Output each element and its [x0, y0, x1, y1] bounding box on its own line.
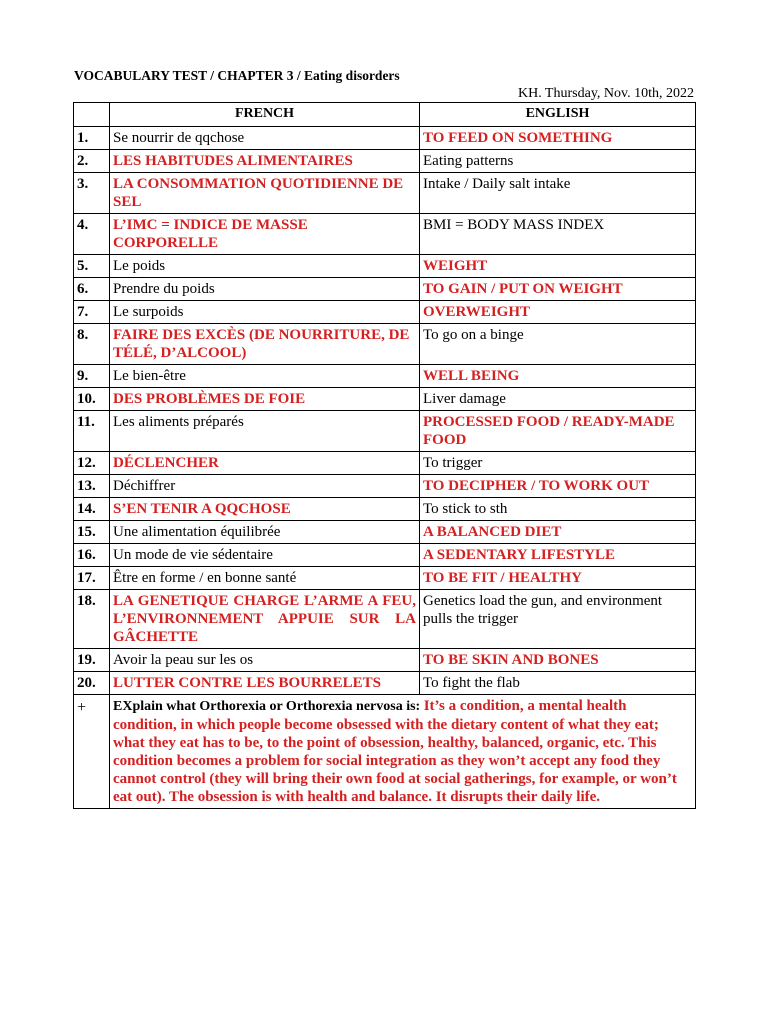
english-cell [420, 301, 696, 324]
english-text: To fight the flab [423, 675, 520, 691]
bonus-number: + [74, 695, 110, 809]
french-cell: Le surpoids [110, 301, 420, 324]
row-number: 11. [74, 411, 110, 452]
english-text: WEIGHT [423, 258, 488, 274]
english-cell [420, 150, 696, 173]
english-cell [420, 498, 696, 521]
english-cell [420, 365, 696, 388]
english-cell [420, 324, 696, 365]
table-row [74, 672, 696, 695]
english-cell [420, 567, 696, 590]
table-row [74, 567, 696, 590]
english-cell [420, 475, 696, 498]
french-cell: Déchiffrer [110, 475, 420, 498]
french-cell: Une alimentation équilibrée [110, 521, 420, 544]
english-text: To go on a binge [423, 327, 524, 343]
french-cell: Le bien-être [110, 365, 420, 388]
french-cell: LA GENETIQUE CHARGE L’ARME A FEU, L’ENVIRONNEMENT APPUIE SUR LA GÂCHETTE [110, 590, 420, 649]
row-number: 1. [74, 127, 110, 150]
table-row [74, 590, 696, 649]
french-cell: Être en forme / en bonne santé [110, 567, 420, 590]
row-number: 3. [74, 173, 110, 214]
row-number: 14. [74, 498, 110, 521]
english-cell [420, 278, 696, 301]
table-row [74, 173, 696, 214]
table-row [74, 475, 696, 498]
table-row [74, 544, 696, 567]
table-row [74, 498, 696, 521]
test-date: KH. Thursday, Nov. 10th, 2022 [517, 86, 694, 101]
table-row [74, 150, 696, 173]
english-text: Genetics load the gun, and environment pulls the trigger [423, 593, 663, 627]
row-number: 8. [74, 324, 110, 365]
row-number: 20. [74, 672, 110, 695]
english-text: A SEDENTARY LIFESTYLE [423, 547, 616, 563]
english-cell [420, 127, 696, 150]
english-text: To trigger [423, 455, 483, 471]
english-cell [420, 521, 696, 544]
english-cell [420, 173, 696, 214]
row-number: 19. [74, 649, 110, 672]
english-text: A BALANCED DIET [423, 524, 562, 540]
english-prefix: BMI = [423, 217, 468, 233]
english-text: To stick to sth [423, 501, 508, 517]
english-text: PROCESSED FOOD / READY-MADE FOOD [423, 414, 675, 448]
bonus-question: EXplain what Orthorexia or Orthorexia nervosa is: [113, 699, 424, 714]
bonus-row [74, 695, 696, 809]
french-cell: L’IMC = INDICE DE MASSE CORPORELLE [110, 214, 420, 255]
english-text: TO BE FIT / HEALTHY [423, 570, 582, 586]
french-cell: FAIRE DES EXCÈS (DE NOURRITURE, DE TÉLÉ, D’ALCOOL) [110, 324, 420, 365]
row-number: 2. [74, 150, 110, 173]
english-cell [420, 411, 696, 452]
english-text: TO GAIN / PUT ON WEIGHT [423, 281, 623, 297]
english-cell [420, 214, 696, 255]
english-text: Eating patterns [423, 153, 514, 169]
french-cell: DÉCLENCHER [110, 452, 420, 475]
english-text: TO DECIPHER / TO WORK OUT [423, 478, 650, 494]
english-text: BODY MASS INDEX [467, 217, 605, 233]
row-number: 17. [74, 567, 110, 590]
french-cell: Un mode de vie sédentaire [110, 544, 420, 567]
english-cell [420, 672, 696, 695]
row-number: 4. [74, 214, 110, 255]
english-cell [420, 544, 696, 567]
row-number: 12. [74, 452, 110, 475]
header-english: ENGLISH [420, 103, 696, 127]
french-cell: Se nourrir de qqchose [110, 127, 420, 150]
french-cell: Prendre du poids [110, 278, 420, 301]
table-row [74, 127, 696, 150]
row-number: 10. [74, 388, 110, 411]
table-row [74, 452, 696, 475]
english-text: TO FEED ON SOMETHING [423, 130, 613, 146]
french-cell: LUTTER CONTRE LES BOURRELETS [110, 672, 420, 695]
bonus-cell [110, 695, 696, 809]
french-cell: LES HABITUDES ALIMENTAIRES [110, 150, 420, 173]
row-number: 7. [74, 301, 110, 324]
english-cell [420, 452, 696, 475]
row-number: 5. [74, 255, 110, 278]
table-row [74, 411, 696, 452]
english-text: Liver damage [423, 391, 506, 407]
french-cell: Les aliments préparés [110, 411, 420, 452]
french-cell: LA CONSOMMATION QUOTIDIENNE DE SEL [110, 173, 420, 214]
english-cell [420, 388, 696, 411]
row-number: 16. [74, 544, 110, 567]
english-cell [420, 649, 696, 672]
row-number: 6. [74, 278, 110, 301]
bonus-answer: It’s a condition, a mental health condition, in which people become obsessed with the dietary content of what they eat; what they eat has to be, to the point of obsession, healthy, balanced, organic, etc. This condition becomes a problem for social integration as they won’t accept any food they cannot control (they will bring their own food at social gatherings, for example, or won’t eat out). The obsession is with health and balance. It disrupts their daily life. [113, 698, 677, 805]
table-row [74, 255, 696, 278]
table-header-row [74, 103, 696, 127]
english-cell [420, 590, 696, 649]
table-row [74, 365, 696, 388]
french-cell: Avoir la peau sur les os [110, 649, 420, 672]
header-number-cell [74, 103, 110, 127]
table-row [74, 521, 696, 544]
table-row [74, 214, 696, 255]
french-cell: S’EN TENIR A QQCHOSE [110, 498, 420, 521]
table-row [74, 649, 696, 672]
row-number: 18. [74, 590, 110, 649]
table-row [74, 278, 696, 301]
table-body [74, 127, 696, 809]
table-row [74, 324, 696, 365]
row-number: 15. [74, 521, 110, 544]
row-number: 13. [74, 475, 110, 498]
header-french: FRENCH [110, 103, 420, 127]
french-cell: Le poids [110, 255, 420, 278]
table-row [74, 388, 696, 411]
english-text: OVERWEIGHT [423, 304, 530, 320]
english-text: Intake / Daily salt intake [423, 176, 571, 192]
english-text: WELL BEING [423, 368, 520, 384]
english-cell [420, 255, 696, 278]
table-row [74, 301, 696, 324]
vocabulary-table [73, 102, 696, 809]
french-cell: DES PROBLÈMES DE FOIE [110, 388, 420, 411]
row-number: 9. [74, 365, 110, 388]
page-title: VOCABULARY TEST / CHAPTER 3 / Eating disorders [74, 68, 400, 83]
english-text: TO BE SKIN AND BONES [423, 652, 599, 668]
